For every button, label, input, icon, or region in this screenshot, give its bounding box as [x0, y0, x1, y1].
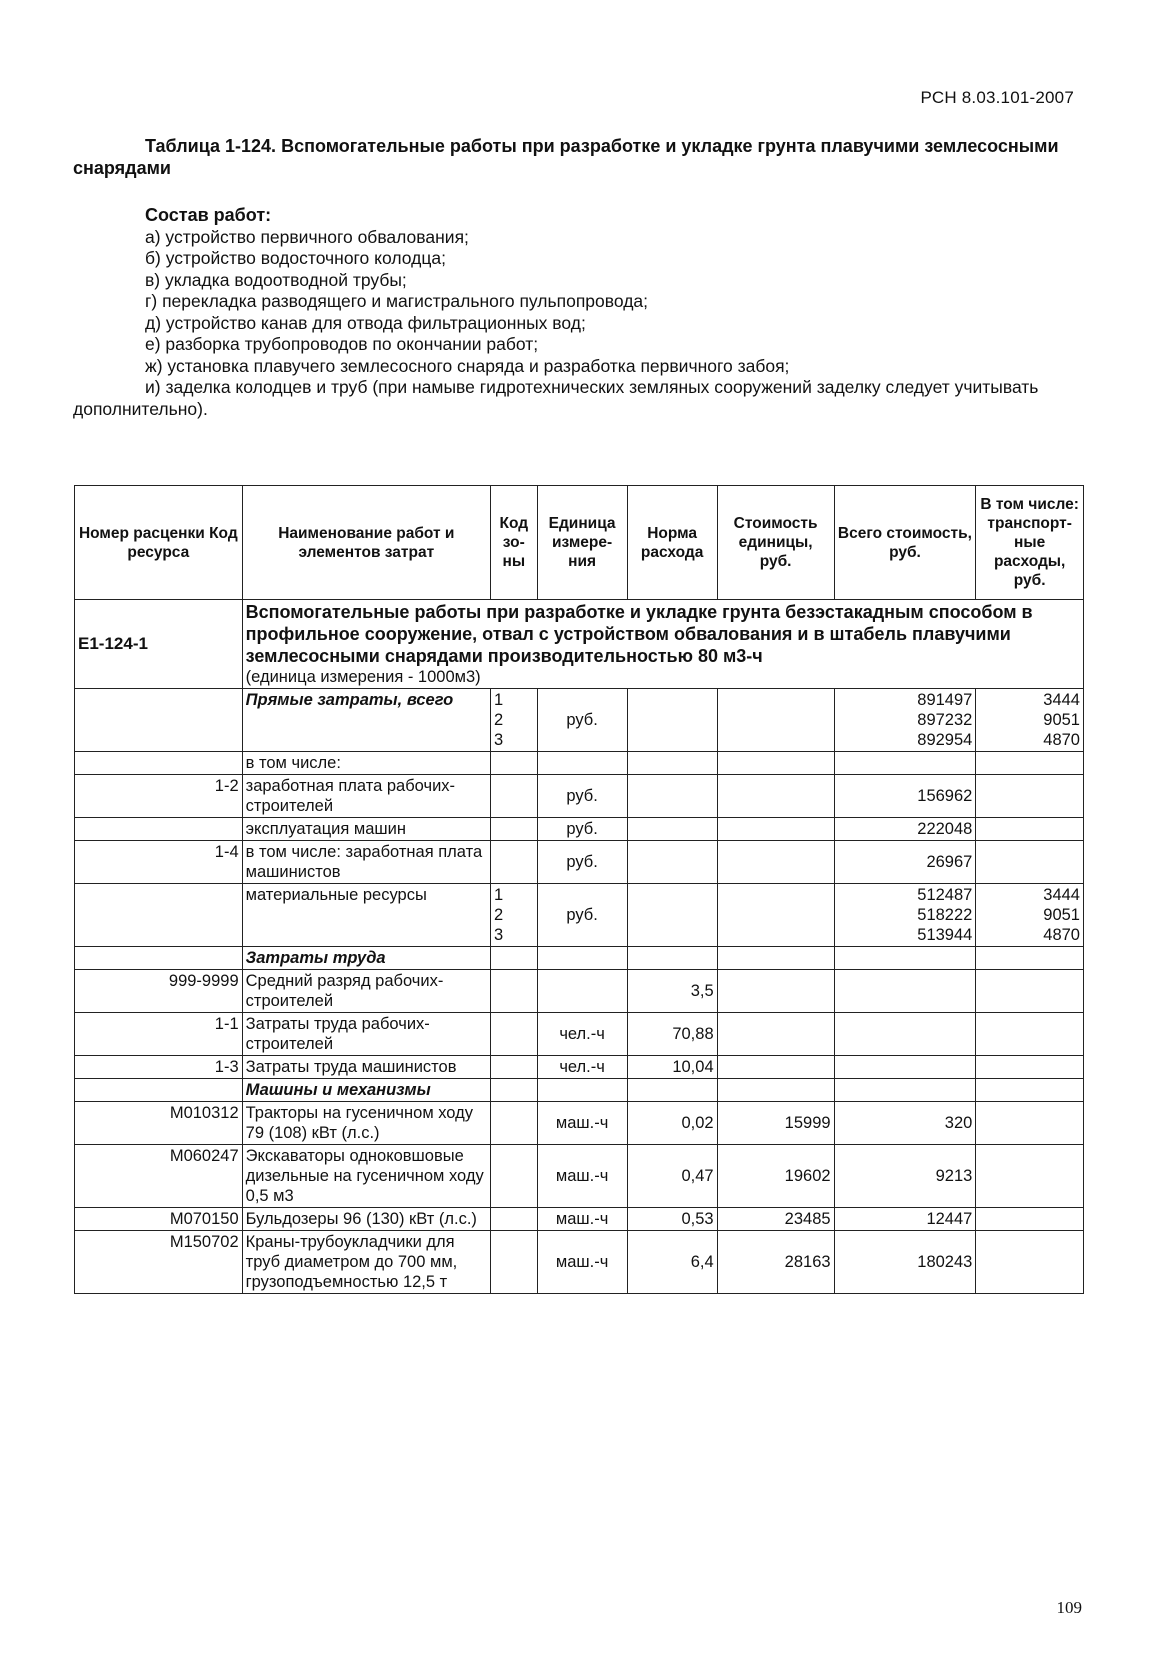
subsection-row — [75, 1079, 1084, 1102]
row-name: Средний разряд рабочих-строителей — [242, 970, 490, 1013]
row-code: 1-2 — [75, 775, 243, 818]
unit: маш.-ч — [537, 1102, 627, 1145]
table-row — [75, 1013, 1084, 1056]
transport-values — [976, 689, 1084, 752]
row-name: Затраты труда рабочих-строителей — [242, 1013, 490, 1056]
header-unit: Единица измере-ния — [537, 486, 627, 600]
row-name: эксплуатация машин — [242, 818, 490, 841]
row-name: Краны-трубоукладчики для труб диаметром до 700 мм, грузоподъемностью 12,5 т — [242, 1231, 490, 1294]
work-composition — [73, 205, 1083, 420]
total-value: 9213 — [834, 1145, 976, 1208]
header-norm: Норма расхода — [627, 486, 717, 600]
zone-code: 3 — [494, 731, 504, 749]
unit: маш.-ч — [537, 1231, 627, 1294]
row-code: 1-3 — [75, 1056, 243, 1079]
row-code: 999-9999 — [75, 970, 243, 1013]
section-row — [75, 600, 1084, 689]
row-name: в том числе: заработная плата машинистов — [242, 841, 490, 884]
table-row — [75, 1231, 1084, 1294]
row-code: М070150 — [75, 1208, 243, 1231]
total-value: 897232 — [917, 711, 973, 729]
unit-cost-value: 15999 — [717, 1102, 834, 1145]
zone-codes — [491, 884, 538, 947]
composition-item: д) устройство канав для отвода фильтрационных вод; — [145, 312, 586, 333]
composition-heading: Состав работ: — [145, 205, 272, 225]
row-name: Тракторы на гусеничном ходу 79 (108) кВт (л.с.) — [242, 1102, 490, 1145]
total-values — [834, 689, 976, 752]
section-unit-note: (единица измерения - 1000м3) — [245, 668, 481, 686]
transport-value: 9051 — [1043, 711, 1080, 729]
incl-label: в том числе: — [242, 752, 490, 775]
table-row — [75, 818, 1084, 841]
table-header-row — [75, 486, 1084, 600]
total-values — [834, 884, 976, 947]
table-row — [75, 689, 1084, 752]
zone-code: 1 — [494, 886, 504, 904]
norm-value: 0,47 — [627, 1145, 717, 1208]
table-row — [75, 752, 1084, 775]
table-row — [75, 1056, 1084, 1079]
table-row — [75, 970, 1084, 1013]
total-value: 26967 — [834, 841, 976, 884]
row-name: Экскаваторы одноковшовые дизельные на гусеничном ходу 0,5 м3 — [242, 1145, 490, 1208]
section-code: Е1-124-1 — [75, 600, 243, 689]
zone-code: 3 — [494, 926, 504, 944]
transport-value: 9051 — [1043, 906, 1080, 924]
unit: чел.-ч — [537, 1056, 627, 1079]
unit: чел.-ч — [537, 1013, 627, 1056]
unit: маш.-ч — [537, 1145, 627, 1208]
norm-value: 70,88 — [627, 1013, 717, 1056]
table-row — [75, 841, 1084, 884]
unit-cost-value: 23485 — [717, 1208, 834, 1231]
total-value: 180243 — [834, 1231, 976, 1294]
row-name: заработная плата рабочих-строителей — [242, 775, 490, 818]
norm-value: 6,4 — [627, 1231, 717, 1294]
unit: маш.-ч — [537, 1208, 627, 1231]
total-value: 891497 — [917, 691, 973, 709]
composition-item: ж) установка плавучего землесосного снаряда и разработка первичного забоя; — [145, 355, 790, 376]
header-code: Номер расценки Код ресурса — [75, 486, 243, 600]
norm-value: 0,53 — [627, 1208, 717, 1231]
subsection-row — [75, 947, 1084, 970]
labor-heading: Затраты труда — [242, 947, 490, 970]
composition-item: г) перекладка разводящего и магистрального пульпопровода; — [145, 291, 649, 311]
table-row — [75, 1208, 1084, 1231]
document-code: РСН 8.03.101-2007 — [920, 88, 1074, 107]
row-code: М060247 — [75, 1145, 243, 1208]
norm-value: 3,5 — [627, 970, 717, 1013]
norm-value: 10,04 — [627, 1056, 717, 1079]
table-row — [75, 1102, 1084, 1145]
table-row — [75, 1145, 1084, 1208]
row-name: Бульдозеры 96 (130) кВт (л.с.) — [242, 1208, 490, 1231]
zone-code: 1 — [494, 691, 504, 709]
transport-value: 3444 — [1043, 691, 1080, 709]
row-name: материальные ресурсы — [242, 884, 490, 947]
transport-value: 4870 — [1043, 731, 1080, 749]
unit: руб. — [537, 689, 627, 752]
table-row — [75, 775, 1084, 818]
total-value: 518222 — [917, 906, 973, 924]
row-code: 1-1 — [75, 1013, 243, 1056]
table-title: Таблица 1-124. Вспомогательные работы при разработке и укладке грунта плавучими землесосными снарядами — [73, 136, 1059, 178]
header-total: Всего стоимость, руб. — [834, 486, 976, 600]
direct-costs-name: Прямые затраты, всего — [242, 689, 490, 752]
transport-value: 4870 — [1043, 926, 1080, 944]
zone-codes — [491, 689, 538, 752]
header-unit-cost: Стоимость единицы, руб. — [717, 486, 834, 600]
unit: руб. — [537, 841, 627, 884]
section-cell — [242, 600, 1083, 689]
total-value: 512487 — [917, 886, 973, 904]
total-value: 892954 — [917, 731, 973, 749]
total-value: 513944 — [917, 926, 973, 944]
table-row — [75, 884, 1084, 947]
total-value: 12447 — [834, 1208, 976, 1231]
page-number: 109 — [1056, 1598, 1082, 1617]
transport-values — [976, 884, 1084, 947]
composition-item: в) укладка водоотводной трубы; — [145, 269, 407, 290]
unit — [537, 970, 627, 1013]
composition-item: б) устройство водосточного колодца; — [145, 248, 446, 268]
composition-item: а) устройство первичного обвалования; — [145, 226, 469, 247]
machines-heading: Машины и механизмы — [242, 1079, 490, 1102]
unit: руб. — [537, 884, 627, 947]
row-name: Затраты труда машинистов — [242, 1056, 490, 1079]
composition-item: и) заделка колодцев и труб (при намыве гидротехнических земляных сооружений заделку следует учитывать дополнительно). — [73, 377, 1039, 419]
total-value: 222048 — [834, 818, 976, 841]
header-zone: Код зо-ны — [491, 486, 538, 600]
row-code: М150702 — [75, 1231, 243, 1294]
total-value: 156962 — [834, 775, 976, 818]
composition-item: е) разборка трубопроводов по окончании работ; — [145, 334, 539, 354]
unit: руб. — [537, 818, 627, 841]
row-code: М010312 — [75, 1102, 243, 1145]
section-title: Вспомогательные работы при разработке и укладке грунта безэстакадным способом в профильное сооружение, отвал с устройством обвалования и в штабель плавучими землесосными снарядами производительностью 80 м3-ч — [245, 602, 1033, 666]
zone-code: 2 — [494, 711, 504, 729]
transport-value: 3444 — [1043, 886, 1080, 904]
header-transport: В том числе: транспорт-ные расходы, руб. — [976, 486, 1084, 600]
total-value: 320 — [834, 1102, 976, 1145]
norm-value: 0,02 — [627, 1102, 717, 1145]
norms-table — [74, 485, 1084, 1294]
header-name: Наименование работ и элементов затрат — [242, 486, 490, 600]
row-code: 1-4 — [75, 841, 243, 884]
zone-code: 2 — [494, 906, 504, 924]
unit: руб. — [537, 775, 627, 818]
unit-cost-value: 19602 — [717, 1145, 834, 1208]
unit-cost-value: 28163 — [717, 1231, 834, 1294]
